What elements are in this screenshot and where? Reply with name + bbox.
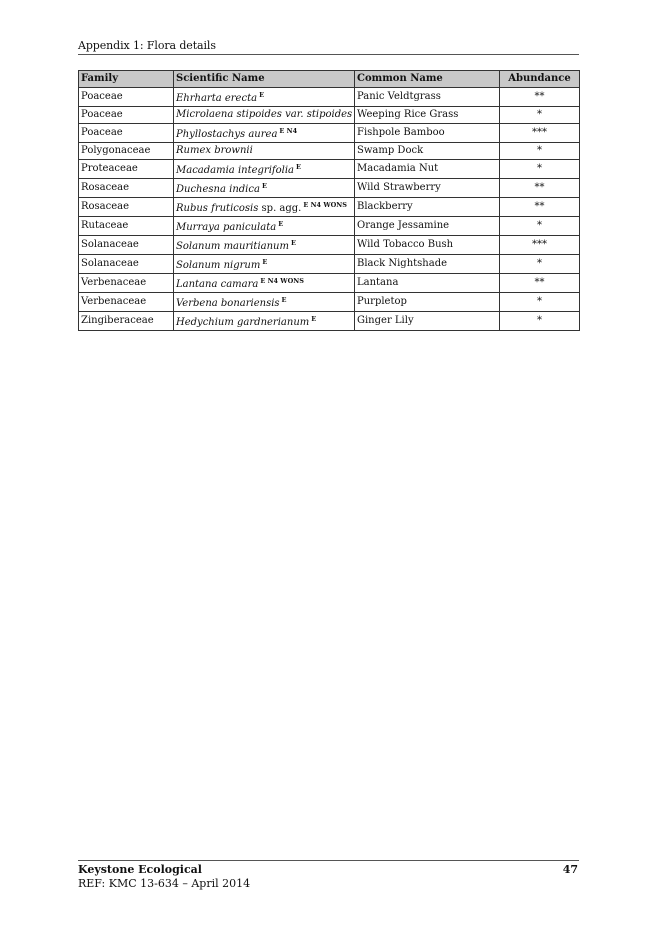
table-row — [79, 236, 580, 255]
page-number: 47 — [562, 863, 578, 876]
scientific-name-text: Phyllostachys aurea — [176, 129, 278, 140]
status-code: E — [311, 315, 317, 323]
cell-family: Solanaceae — [79, 236, 174, 255]
status-code: E — [259, 91, 265, 99]
table-row — [79, 143, 580, 160]
scientific-name-text: Hedychium gardnerianum — [176, 317, 310, 328]
scientific-name-text: Microlaena stipoides var. stipoides — [176, 109, 353, 120]
cell-abundance: ** — [500, 88, 580, 107]
cell-family: Rosaceae — [79, 198, 174, 217]
cell-scientific-name — [174, 255, 355, 274]
scientific-name-text: Rumex brownii — [176, 145, 253, 156]
cell-scientific-name — [174, 217, 355, 236]
scientific-name-text: Macadamia integrifolia — [176, 165, 294, 176]
cell-family: Poaceae — [79, 124, 174, 143]
status-code: E N4 WONS — [303, 201, 347, 209]
cell-abundance: * — [500, 293, 580, 312]
status-code: E N4 WONS — [260, 277, 304, 285]
cell-abundance: *** — [500, 124, 580, 143]
table-row — [79, 179, 580, 198]
flora-table — [78, 70, 580, 331]
scientific-name-text: Verbena bonariensis — [176, 298, 280, 309]
scientific-name-text: Lantana camara — [176, 279, 259, 290]
cell-abundance: * — [500, 107, 580, 124]
table-row — [79, 293, 580, 312]
cell-common-name: Macadamia Nut — [355, 160, 500, 179]
cell-common-name: Swamp Dock — [355, 143, 500, 160]
cell-scientific-name — [174, 88, 355, 107]
status-code: E — [290, 239, 296, 247]
cell-abundance: * — [500, 255, 580, 274]
scientific-name-suffix: sp. agg. — [261, 203, 302, 214]
cell-common-name: Wild Strawberry — [355, 179, 500, 198]
cell-common-name: Blackberry — [355, 198, 500, 217]
cell-family: Rutaceae — [79, 217, 174, 236]
column-header-scientific-name: Scientific Name — [174, 71, 355, 88]
cell-common-name: Panic Veldtgrass — [355, 88, 500, 107]
scientific-name-text: Duchesna indica — [176, 184, 260, 195]
column-header-common-name: Common Name — [355, 71, 500, 88]
table-row — [79, 217, 580, 236]
table-row — [79, 88, 580, 107]
cell-family: Proteaceae — [79, 160, 174, 179]
status-code: E — [262, 258, 268, 266]
table-row — [79, 255, 580, 274]
scientific-name-text: Rubus fruticosis — [176, 203, 259, 214]
cell-family: Verbenaceae — [79, 293, 174, 312]
footer-reference: REF: KMC 13-634 – April 2014 — [78, 877, 251, 890]
cell-scientific-name — [174, 143, 355, 160]
column-header-abundance: Abundance — [500, 71, 580, 88]
status-code: E N4 — [279, 127, 298, 135]
status-code: E — [278, 220, 284, 228]
cell-scientific-name — [174, 312, 355, 331]
cell-common-name: Wild Tobacco Bush — [355, 236, 500, 255]
cell-abundance: * — [500, 217, 580, 236]
cell-scientific-name — [174, 236, 355, 255]
cell-abundance: * — [500, 160, 580, 179]
cell-family: Poaceae — [79, 107, 174, 124]
table-row — [79, 160, 580, 179]
table-row — [79, 124, 580, 143]
cell-scientific-name — [174, 274, 355, 293]
cell-common-name: Orange Jessamine — [355, 217, 500, 236]
scientific-name-text: Solanum mauritianum — [176, 241, 289, 252]
scientific-name-text: Murraya paniculata — [176, 222, 277, 233]
cell-abundance: * — [500, 312, 580, 331]
cell-family: Solanaceae — [79, 255, 174, 274]
cell-family: Poaceae — [79, 88, 174, 107]
scientific-name-text: Solanum nigrum — [176, 260, 261, 271]
status-code: E — [295, 163, 301, 171]
page-header-title: Appendix 1: Flora details — [78, 39, 216, 52]
footer-divider — [78, 860, 579, 861]
cell-common-name: Weeping Rice Grass — [355, 107, 500, 124]
status-code: E — [261, 182, 267, 190]
table-row — [79, 198, 580, 217]
cell-family: Rosaceae — [79, 179, 174, 198]
cell-scientific-name — [174, 198, 355, 217]
cell-abundance: ** — [500, 198, 580, 217]
cell-family: Zingiberaceae — [79, 312, 174, 331]
table-row — [79, 274, 580, 293]
cell-scientific-name — [174, 160, 355, 179]
cell-scientific-name — [174, 124, 355, 143]
table-body — [79, 88, 580, 331]
scientific-name-text: Ehrharta erecta — [176, 93, 258, 104]
footer-company-name: Keystone Ecological — [78, 863, 202, 876]
status-code: E — [281, 296, 287, 304]
table-row — [79, 312, 580, 331]
cell-scientific-name — [174, 107, 355, 124]
cell-common-name: Fishpole Bamboo — [355, 124, 500, 143]
cell-abundance: * — [500, 143, 580, 160]
table-row — [79, 107, 580, 124]
cell-abundance: ** — [500, 274, 580, 293]
cell-common-name: Ginger Lily — [355, 312, 500, 331]
cell-scientific-name — [174, 179, 355, 198]
cell-scientific-name — [174, 293, 355, 312]
cell-common-name: Purpletop — [355, 293, 500, 312]
column-header-family: Family — [79, 71, 174, 88]
table-header-row — [79, 71, 580, 88]
cell-common-name: Lantana — [355, 274, 500, 293]
cell-family: Verbenaceae — [79, 274, 174, 293]
cell-abundance: *** — [500, 236, 580, 255]
cell-common-name: Black Nightshade — [355, 255, 500, 274]
header-divider — [78, 54, 579, 55]
cell-family: Polygonaceae — [79, 143, 174, 160]
cell-abundance: ** — [500, 179, 580, 198]
